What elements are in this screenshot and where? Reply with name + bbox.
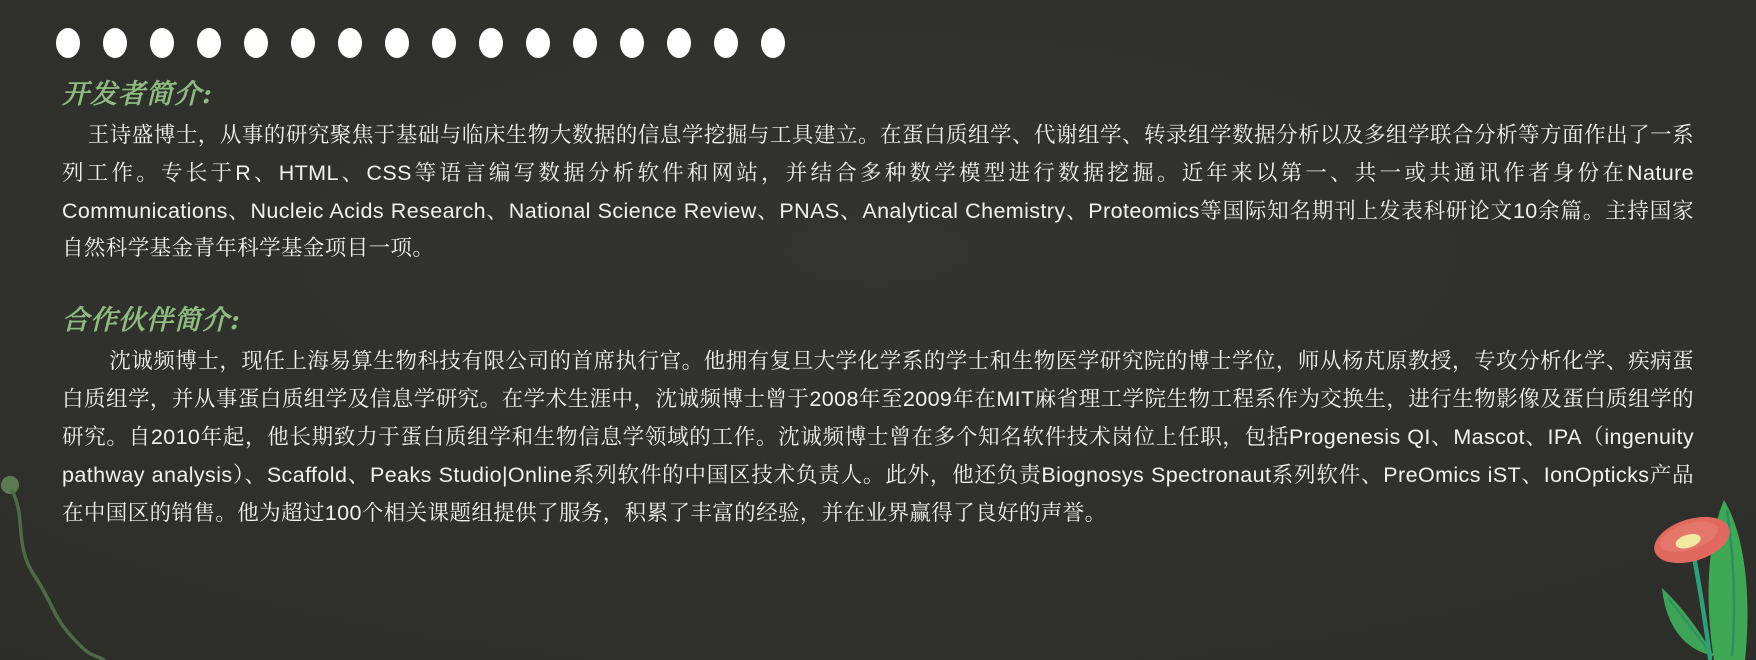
punch-hole [667, 28, 691, 58]
punch-hole [150, 28, 174, 58]
punch-hole [338, 28, 362, 58]
punch-hole [385, 28, 409, 58]
developer-section-heading: 开发者简介: [62, 79, 213, 110]
punch-hole [291, 28, 315, 58]
punch-hole [56, 28, 80, 58]
punch-hole [526, 28, 550, 58]
partner-section-body: 沈诚频博士，现任上海易算生物科技有限公司的首席执行官。他拥有复旦大学化学系的学士和生物医学研究院的博士学位，师从杨芃原教授，专攻分析化学、疾病蛋白质组学，并从事蛋白质组学及信息学研究。在学术生涯中，沈诚频博士曾于2008年至2009年在MIT麻省理工学院生物工程系作为交换生，进行生物影像及蛋白质组学的研究。自2010年起，他长期致力于蛋白质组学和生物信息学领域的工作。沈诚频博士曾在多个知名软件技术岗位上任职，包括Progenesis QI、Mascot、IPA（ingenuity pathway analysis）、Scaffold、Peaks Studio|Online系列软件的中国区技术负责人。此外，他还负责Biognosys Spectronaut系列软件、PreOmics iST、IonOpticks产品在中国区的销售。他为超过100个相关课题组提供了服务，积累了丰富的经验，并在业界赢得了良好的声誉。 [62, 349, 1694, 525]
punch-hole [620, 28, 644, 58]
punch-hole-row [56, 28, 1694, 58]
developer-section-body: 王诗盛博士，从事的研究聚焦于基础与临床生物大数据的信息学挖掘与工具建立。在蛋白质组学、代谢组学、转录组学数据分析以及多组学联合分析等方面作出了一系列工作。专长于R、HTML、CSS等语言编写数据分析软件和网站，并结合多种数学模型进行数据挖掘。近年来以第一、共一或共通讯作者身份在Nature Communications、Nucleic Acids Research、National Science Review、PNAS、Analytical Chemistry、Proteomics等国际知名期刊上发表科研论文10余篇。主持国家自然科学基金青年科学基金项目一项。 [62, 123, 1694, 261]
punch-hole [573, 28, 597, 58]
punch-hole [714, 28, 738, 58]
punch-hole [761, 28, 785, 58]
partner-section-heading: 合作伙伴简介: [62, 305, 241, 337]
punch-hole [479, 28, 503, 58]
punch-hole [197, 28, 221, 58]
punch-hole [244, 28, 268, 58]
punch-hole [432, 28, 456, 58]
punch-hole [103, 28, 127, 58]
